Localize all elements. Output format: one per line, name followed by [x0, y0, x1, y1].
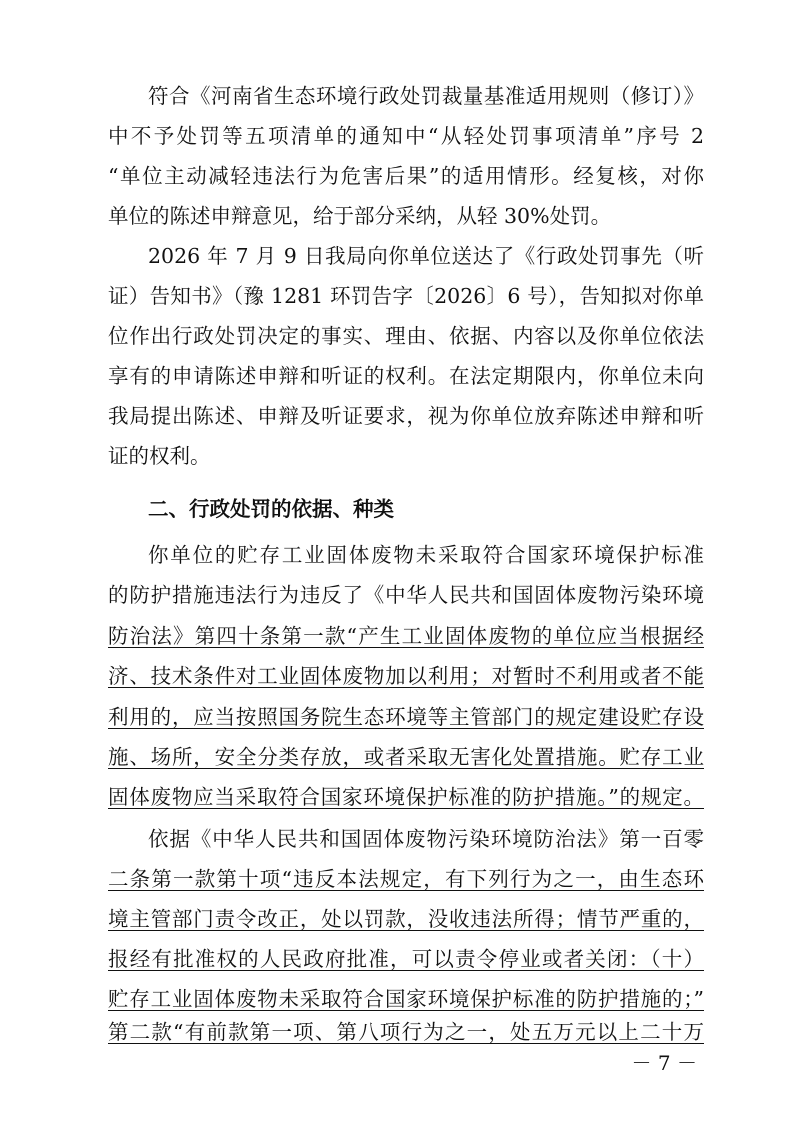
underlined-line: 境主管部门责令改正，处以罚款，没收违法所得；情节严重的，: [108, 907, 704, 931]
underlined-line: 贮存工业固体废物未采取符合国家环境保护标准的防护措施的；”: [108, 987, 704, 1011]
paragraph-line: 证的权利。: [108, 444, 211, 468]
underlined-line: 固体废物应当采取符合国家环境保护标准的防护措施。”的规定。: [108, 785, 704, 809]
paragraph-line: 单位的陈述申辩意见，给于部分采纳，从轻 30%处罚。: [108, 204, 612, 228]
underlined-line: 利用的，应当按照国务院生态环境等主管部门的规定建设贮存设: [108, 705, 704, 729]
paragraph-line: 的防护措施违法行为违反了《中华人民共和国固体废物污染环境: [108, 583, 704, 607]
paragraph-line: 我局提出陈述、申辩及听证要求，视为你单位放弃陈述申辩和听: [108, 404, 704, 428]
underlined-line: 防治法》第四十条第一款“产生工业固体废物的单位应当根据经: [108, 624, 704, 648]
underlined-line: 第二款“有前款第一项、第八项行为之一，处五万元以上二十万: [108, 1020, 704, 1044]
paragraph-line: 中不予处罚等五项清单的通知中“从轻处罚事项清单”序号 2: [108, 124, 704, 148]
underlined-line: 二条第一款第十项“违反本法规定，有下列行为之一，由生态环: [108, 867, 704, 891]
page-number: － 7 －: [631, 1051, 697, 1075]
underlined-line: 报经有批准权的人民政府批准，可以责令停业或者关闭：（十）: [108, 947, 704, 971]
paragraph-line: 2026 年 7 月 9 日我局向你单位送达了《行政处罚事先（听: [148, 244, 704, 268]
paragraph-line: 你单位的贮存工业固体废物未采取符合国家环境保护标准: [148, 543, 704, 567]
underlined-line: 施、场所，安全分类存放，或者采取无害化处置措施。贮存工业: [108, 745, 704, 769]
paragraph-line: 依据《中华人民共和国固体废物污染环境防治法》第一百零: [148, 827, 704, 851]
section-heading: 二、行政处罚的依据、种类: [148, 497, 394, 521]
paragraph-line: 享有的申请陈述申辩和听证的权利。在法定期限内，你单位未向: [108, 364, 704, 388]
paragraph-line: 符合《河南省生态环境行政处罚裁量基准适用规则（修订）》: [148, 84, 704, 108]
paragraph-line: “单位主动减轻违法行为危害后果”的适用情形。经复核，对你: [108, 164, 704, 188]
paragraph-line: 证）告知书》（豫 1281 环罚告字〔2026〕6 号），告知拟对你单: [108, 284, 704, 308]
underlined-line: 济、技术条件对工业固体废物加以利用；对暂时不利用或者不能: [108, 664, 704, 688]
paragraph-line: 位作出行政处罚决定的事实、理由、依据、内容以及你单位依法: [108, 324, 704, 348]
